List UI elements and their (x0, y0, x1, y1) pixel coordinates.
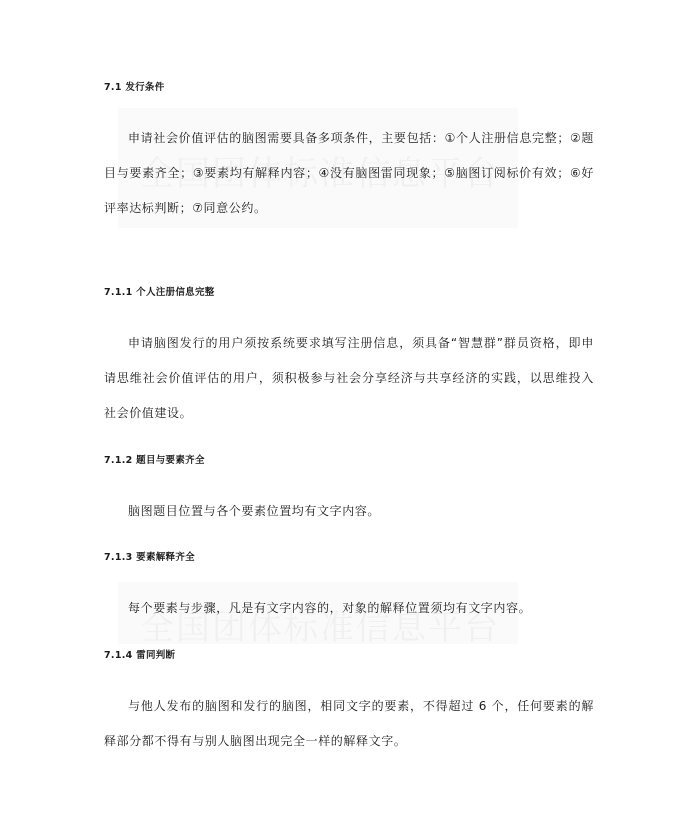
section-paragraph-7-1-4: 与他人发布的脑图和发行的脑图，相同文字的要素，不得超过 6 个，任何要素的解释部分都不得有与别人脑图出现完全一样的解释文字。 (104, 699, 594, 748)
section-heading-7-1: 7.1 发行条件 (104, 82, 165, 93)
section-paragraph-7-1-3: 每个要素与步骤，凡是有文字内容的，对象的解释位置须均有文字内容。 (128, 601, 532, 615)
section-paragraph-7-1-2: 脑图题目位置与各个要素位置均有文字内容。 (128, 504, 381, 518)
section-heading-7-1-1: 7.1.1 个人注册信息完整 (104, 287, 215, 298)
section-heading-7-1-2: 7.1.2 题目与要素齐全 (104, 455, 205, 466)
section-heading-7-1-3: 7.1.3 要素解释齐全 (104, 552, 195, 563)
section-paragraph-7-1: 申请社会价值评估的脑图需要具备多项条件，主要包括：①个人注册信息完整；②题目与要素齐全；③要素均有解释内容；④没有脑图雷同现象；⑤脑图订阅标价有效；⑥好评率达标判断；⑦同意公约。 (104, 131, 594, 215)
section-heading-7-1-4: 7.1.4 雷同判断 (104, 650, 176, 661)
section-paragraph-7-1-1: 申请脑图发行的用户须按系统要求填写注册信息，须具备“智慧群”群员资格，即申请思维社会价值评估的用户，须积极参与社会分享经济与共享经济的实践，以思维投入社会价值建设。 (104, 336, 594, 420)
